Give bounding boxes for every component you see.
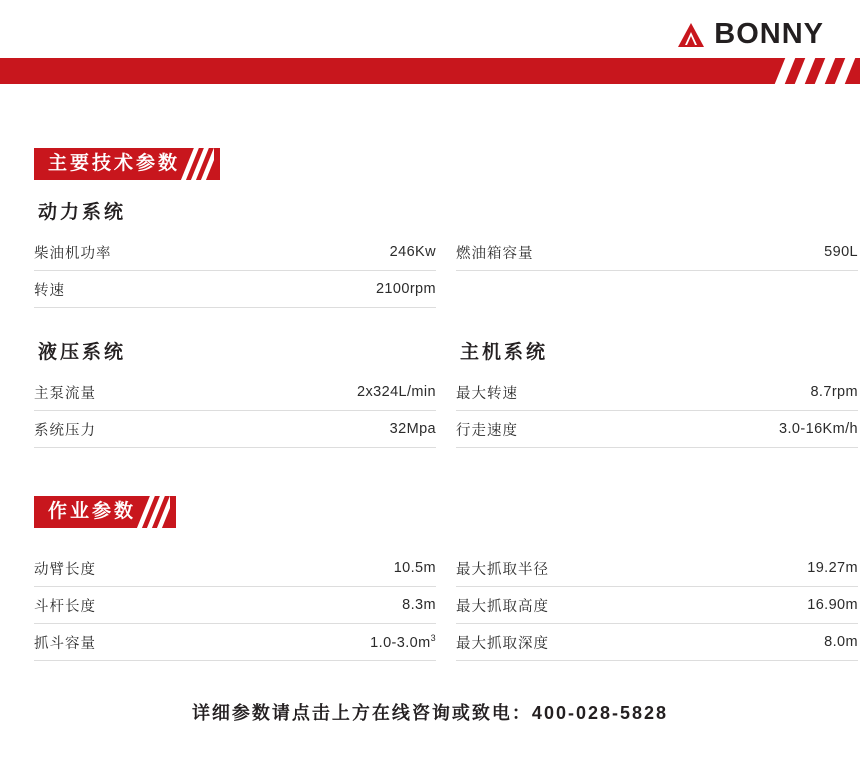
row-label: 最大转速 [456,385,518,402]
table-row [456,374,858,411]
main-specs-grid [0,198,860,312]
row-value: 246Kw [389,244,436,260]
table-row [456,587,858,624]
row-label: 最大抓取半径 [456,561,549,578]
group-title-machine-system: 主机系统 [460,342,549,363]
group-title-power-system: 动力系统 [38,202,127,223]
row-value: 3.0-16Km/h [779,421,858,437]
rows-fuel-system [456,234,858,271]
row-label: 主泵流量 [34,385,96,402]
row-value: 2100rpm [375,281,436,297]
group-work-left [34,550,436,665]
section-title-text: 作业参数 [48,501,137,522]
row-label: 斗杆长度 [34,598,96,615]
group-power-system [34,198,436,312]
table-row [34,624,436,661]
work-specs-grid [0,550,860,665]
page-header [0,0,860,100]
table-row [34,550,436,587]
group-machine-system [456,338,858,452]
row-value: 590L [824,244,858,260]
row-value-text: 1.0-3.0m [370,634,431,651]
row-value: 19.27m [807,560,858,576]
group-hydraulic-system [34,338,436,452]
table-row [34,271,436,308]
row-label: 系统压力 [34,422,96,439]
section-title-text: 主要技术参数 [48,153,181,174]
table-row [34,374,436,411]
rows-power-system [34,234,436,308]
row-label: 动臂长度 [34,561,96,578]
rows-hydraulic-system [34,374,436,448]
group-fuel-system [456,198,858,312]
brand-name: BONNY [714,18,824,50]
bonny-triangle-icon [676,20,706,50]
band-slash-decoration [720,58,850,84]
row-label: 柴油机功率 [34,245,112,262]
row-value: 8.0m [824,634,858,650]
rows-work-right [456,550,858,661]
table-row [34,411,436,448]
row-label: 最大抓取高度 [456,598,549,615]
row-value [370,633,436,651]
rows-machine-system [456,374,858,448]
row-value: 32Mpa [389,421,436,437]
table-row [456,550,858,587]
table-row [456,624,858,661]
group-title-hydraulic-system: 液压系统 [38,342,127,363]
row-label: 最大抓取深度 [456,635,549,652]
table-row [34,587,436,624]
row-value: 8.7rpm [810,384,858,400]
group-work-right [456,550,858,665]
spacer [0,312,860,338]
row-label: 转速 [34,282,65,299]
row-label: 抓斗容量 [34,635,96,652]
section-title-main-specs [34,148,220,180]
systems-grid [0,338,860,452]
row-value: 8.3m [402,597,436,613]
title-slash-decoration [180,148,214,180]
table-row [34,234,436,271]
row-label: 行走速度 [456,422,518,439]
brand-logo [676,18,824,51]
row-value-superscript: 3 [430,633,436,644]
header-red-band [0,58,860,84]
table-row [456,411,858,448]
row-value: 2x324L/min [357,384,436,400]
row-value: 10.5m [393,560,436,576]
rows-work-left [34,550,436,661]
section-title-work-specs [34,496,176,528]
title-slash-decoration [136,496,170,528]
row-label: 燃油箱容量 [456,245,534,262]
table-row [456,234,858,271]
footer-contact-note: 详细参数请点击上方在线咨询或致电：400-028-5828 [191,703,669,723]
row-value: 16.90m [807,597,858,613]
